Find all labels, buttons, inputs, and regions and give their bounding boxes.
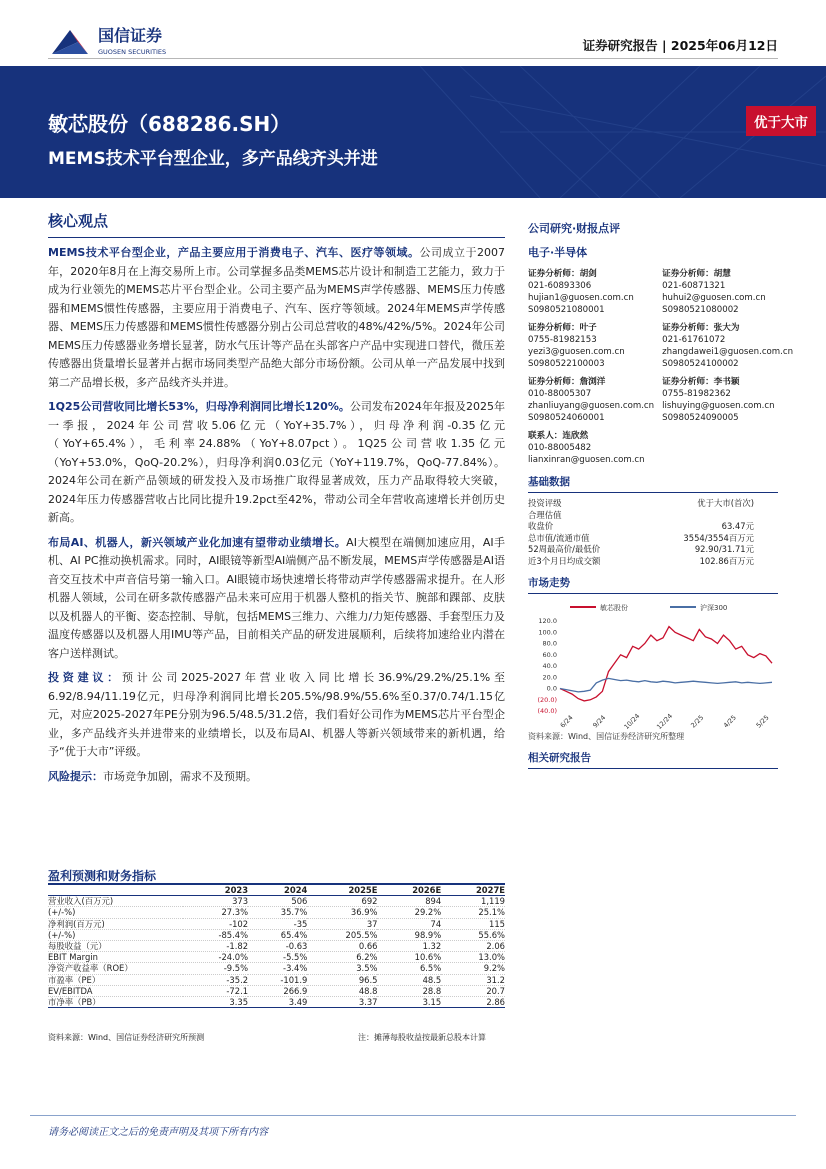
forecast-col-header: 2026E xyxy=(377,884,441,896)
forecast-cell: 27.3% xyxy=(183,907,248,918)
forecast-col-header xyxy=(48,884,183,896)
forecast-cell: 3.49 xyxy=(248,997,307,1008)
forecast-cell: 74 xyxy=(377,918,441,929)
forecast-cell: -0.63 xyxy=(248,941,307,952)
forecast-row-label: (+/-%) xyxy=(48,929,183,940)
forecast-source: 资料来源：Wind、国信证券经济研究所预测 xyxy=(48,1033,205,1042)
forecast-cell: 29.2% xyxy=(377,907,441,918)
basic-row: 投资评级 优于大市(首次) xyxy=(528,498,754,508)
forecast-cell: 48.8 xyxy=(307,985,377,996)
footer-divider xyxy=(30,1115,796,1116)
forecast-cell: 98.9% xyxy=(377,929,441,940)
forecast-cell: -24.0% xyxy=(183,952,248,963)
forecast-cell: 9.2% xyxy=(441,963,505,974)
forecast-cell: 6.5% xyxy=(377,963,441,974)
rating-badge: 优于大市 xyxy=(746,106,816,136)
report-type: 证券研究报告 xyxy=(582,38,658,53)
legend-label: 沪深300 xyxy=(700,604,728,612)
core-view-section xyxy=(48,210,505,792)
forecast-row-label: 营业收入(百万元) xyxy=(48,896,183,907)
core-paragraph-1: MEMS技术平台型企业，产品主要应用于消费电子、汽车、医疗等领域。公司成立于2007年，2020年8月在上海交易所上市。公司掌握多品类MEMS芯片设计和制造工艺能力，致力于成为行业领先的MEMS芯片平台型企业。公司主要产品为MEMS声学传感器、MEMS压力传感器和MEMS惯性传感器，主要应用于消费电子、汽车、医疗等领域。2024年MEMS声学传感器、MEMS压力传感器和MEMS惯性传感器分别占公司总营收的48%/42%/5%。2024年公司MEMS压力传感器业务增长显著，防水气压计等产品在头部客户产品中实现进口替代，微压差传感器出货量增长显著并占据市场同类型产品绝大部分市场份额。公司从单一产品发展中找到第二产品增长极，多产品线齐头并进。 xyxy=(48,246,506,389)
analyst-list xyxy=(528,268,794,424)
forecast-cell: -3.4% xyxy=(248,963,307,974)
forecast-cell: -1.82 xyxy=(183,941,248,952)
forecast-row xyxy=(48,941,505,952)
basic-data-heading: 基础数据 xyxy=(528,474,778,493)
header-separator: | xyxy=(661,38,671,53)
risk-warning: 风险提示：市场竞争加剧，需求不及预期。 xyxy=(48,769,257,783)
header-divider xyxy=(48,58,778,59)
forecast-cell: 266.9 xyxy=(248,985,307,996)
forecast-col-header: 2027E xyxy=(441,884,505,896)
forecast-col-header: 2025E xyxy=(307,884,377,896)
forecast-header-row xyxy=(48,884,505,896)
basic-row: 总市值/流通市值 3554/3554百万元 xyxy=(528,532,754,543)
y-tick-label: 0.0 xyxy=(546,684,557,693)
analyst-card: 证券分析师：李书颖 0755-81982362 lishuying@guosen.com.cn S0980524090005 xyxy=(662,377,775,423)
price-trend-chart xyxy=(528,599,778,729)
x-tick-label: 4/25 xyxy=(721,713,738,729)
y-tick-label: 20.0 xyxy=(542,673,557,682)
forecast-cell: -35 xyxy=(248,918,307,929)
basic-row: 合理估值 xyxy=(528,509,562,520)
forecast-cell: -85.4% xyxy=(183,929,248,940)
series-line xyxy=(560,627,772,701)
basic-row: 收盘价 63.47元 xyxy=(528,521,754,531)
forecast-row xyxy=(48,997,505,1008)
forecast-cell: 35.7% xyxy=(248,907,307,918)
forecast-cell: 3.15 xyxy=(377,997,441,1008)
y-tick-label: 40.0 xyxy=(542,662,557,670)
forecast-cell: 0.66 xyxy=(307,941,377,952)
forecast-cell: 96.5 xyxy=(307,974,377,985)
series-line xyxy=(560,678,772,692)
forecast-row-label: 每股收益（元） xyxy=(48,941,183,952)
svg-text:GUOSEN SECURITIES: GUOSEN SECURITIES xyxy=(98,48,167,56)
contact-card: 联系人：连欣然 010-88005482 lianxinran@guosen.com.cn xyxy=(528,431,645,465)
forecast-row xyxy=(48,952,505,963)
forecast-cell: 115 xyxy=(441,918,505,929)
forecast-cell: 894 xyxy=(377,896,441,907)
forecast-cell: 48.5 xyxy=(377,974,441,985)
analyst-card: 证券分析师：胡剑 021-60893306 hujian1@guosen.com.cn S0980521080001 xyxy=(528,269,634,315)
forecast-col-header: 2024 xyxy=(248,884,307,896)
x-tick-label: 6/24 xyxy=(558,713,575,729)
forecast-row-label: 净利润(百万元) xyxy=(48,918,183,929)
forecast-title: 盈利预测和财务指标 xyxy=(48,869,157,883)
forecast-cell: 3.35 xyxy=(183,997,248,1008)
forecast-row-label: EBIT Margin xyxy=(48,952,183,963)
market-trend-heading: 市场走势 xyxy=(528,575,778,594)
forecast-cell: 373 xyxy=(183,896,248,907)
forecast-row-label: EV/EBITDA xyxy=(48,985,183,996)
forecast-cell: 55.6% xyxy=(441,929,505,940)
svg-text:国信证券: 国信证券 xyxy=(98,26,163,45)
core-paragraph-2: 1Q25公司营收同比增长53%，归母净利润同比增长120%。公司发布2024年年报及2025年一季报，2024年公司营收5.06亿元（YoY+35.7%），归母净利润-0.35亿元（YoY+65.4%），毛利率24.88%（YoY+8.07pct）。1Q25公司营收1.35亿元（YoY+53.0%，QoQ-20.2%），归母净利润0.03亿元（YoY+119.7%，QoQ-77.84%）。2024年公司在新产品领域的研发投入及市场推广取得显著成效，压力产品取得较大突破，2024年压力传感器营收占比同比提升19.2pct至42%，带动公司全年营收高速增长并创历史新高。 xyxy=(48,400,505,524)
disclaimer-footer: 请务必阅读正文之后的免责声明及其项下所有内容 xyxy=(48,1127,268,1138)
forecast-cell: 36.9% xyxy=(307,907,377,918)
forecast-row xyxy=(48,929,505,940)
forecast-cell: 31.2 xyxy=(441,974,505,985)
forecast-cell: -101.9 xyxy=(248,974,307,985)
report-type-date xyxy=(583,36,778,54)
legend-label: 敏芯股份 xyxy=(600,604,628,612)
forecast-cell: 2.86 xyxy=(441,997,505,1008)
forecast-row-label: 市盈率（PE） xyxy=(48,974,183,985)
analyst-card: 证券分析师：詹浏洋 010-88005307 zhanliuyang@guosen.com.cn S0980524060001 xyxy=(528,377,655,423)
report-date: 2025年06月12日 xyxy=(670,38,778,53)
x-tick-label: 2/25 xyxy=(689,713,706,729)
y-tick-label: 80.0 xyxy=(542,639,557,648)
basic-row: 近3个月日均成交额 102.86百万元 xyxy=(528,555,754,566)
forecast-row xyxy=(48,907,505,918)
forecast-cell: 25.1% xyxy=(441,907,505,918)
forecast-cell: 1,119 xyxy=(441,896,505,907)
forecast-row-label: 净资产收益率（ROE） xyxy=(48,963,183,974)
forecast-cell: -9.5% xyxy=(183,963,248,974)
forecast-cell: 65.4% xyxy=(248,929,307,940)
forecast-cell: 1.32 xyxy=(377,941,441,952)
forecast-cell: 3.37 xyxy=(307,997,377,1008)
forecast-cell: 6.2% xyxy=(307,952,377,963)
forecast-cell: -35.2 xyxy=(183,974,248,985)
core-paragraph-3: 布局AI、机器人，新兴领域产业化加速有望带动业绩增长。AI大模型在端侧加速应用，AI手机、AI PC推动换机需求。同时，AI眼镜等新型AI端侧产品不断发展，MEMS声学传感器是AI语音交互技术中声音信号第一输入口。AI眼镜市场快速增长将带动声学传感器需求提升。在人形机器人领域，公司在研多款传感器产品未来可应用于机器人整机的指关节、腕部和踝部、皮肤以及机器人的平衡、姿态控制、导航，包括MEMS三维力、六维力/力矩传感器、手套型压力及温度传感器以及机器人用IMU等产品，目前相关产品的研发进展顺利，后续将加速给业内潜在客户送样测试。 xyxy=(48,535,505,660)
forecast-cell: -5.5% xyxy=(248,952,307,963)
y-tick-label: 100.0 xyxy=(538,628,557,637)
basic-data-table xyxy=(528,498,778,567)
y-tick-label: (20.0) xyxy=(537,695,557,704)
y-tick-label: 120.0 xyxy=(538,617,557,625)
forecast-row-label: (+/-%) xyxy=(48,907,183,918)
forecast-cell: 692 xyxy=(307,896,377,907)
forecast-row xyxy=(48,896,505,907)
forecast-cell: 37 xyxy=(307,918,377,929)
forecast-cell: 28.8 xyxy=(377,985,441,996)
sidebar xyxy=(528,220,794,774)
forecast-cell: -102 xyxy=(183,918,248,929)
forecast-cell: 3.5% xyxy=(307,963,377,974)
forecast-cell: 10.6% xyxy=(377,952,441,963)
report-category: 公司研究·财报点评 xyxy=(528,222,621,235)
core-view-heading: 核心观点 xyxy=(48,210,505,238)
forecast-row xyxy=(48,974,505,985)
forecast-cell: 205.5% xyxy=(307,929,377,940)
x-tick-label: 10/24 xyxy=(622,712,642,729)
company-title: 敏芯股份（688286.SH） xyxy=(48,112,291,136)
forecast-table xyxy=(48,883,505,1008)
forecast-note: 注：摊薄每股收益按最新总股本计算 xyxy=(358,1033,486,1042)
forecast-cell: 2.06 xyxy=(441,941,505,952)
forecast-row xyxy=(48,963,505,974)
analyst-card: 证券分析师：叶子 0755-81982153 yezi3@guosen.com.cn S0980522100003 xyxy=(528,323,625,369)
y-tick-label: (40.0) xyxy=(537,707,557,715)
chart-source: 资料来源：Wind、国信证券经济研究所整理 xyxy=(528,732,685,741)
x-tick-label: 9/24 xyxy=(591,713,608,729)
x-tick-label: 12/24 xyxy=(655,712,675,729)
forecast-cell: 20.7 xyxy=(441,985,505,996)
title-banner xyxy=(0,66,826,198)
investment-advice: 投资建议：预计公司2025-2027年营业收入同比增长36.9%/29.2%/25.1%至6.92/8.94/11.19亿元，归母净利润同比增长205.5%/98.9%/55.6%至0.37/0.74/1.15亿元，对应2025-2027年PE分别为96.5/48.5/31.2倍，我们看好公司作为MEMS芯片平台型企业，多产品线齐头并进带来的业绩增长，以及布局AI、机器人等新兴领域带来的新机遇，给予“优于大市”评级。 xyxy=(48,671,506,758)
analyst-card: 证券分析师：张大为 021-61761072 zhangdawei1@guosen.com.cn S0980524100002 xyxy=(662,323,794,369)
forecast-row-label: 市净率（PB） xyxy=(48,997,183,1008)
analyst-card: 证券分析师：胡慧 021-60871321 huhui2@guosen.com.cn S0980521080002 xyxy=(662,269,766,315)
forecast-row xyxy=(48,918,505,929)
forecast-row xyxy=(48,985,505,996)
forecast-col-header: 2023 xyxy=(183,884,248,896)
forecast-cell: -72.1 xyxy=(183,985,248,996)
industry-label: 电子·半导体 xyxy=(528,246,588,259)
x-tick-label: 5/25 xyxy=(754,713,771,729)
forecast-cell: 13.0% xyxy=(441,952,505,963)
forecast-cell: 506 xyxy=(248,896,307,907)
trend-chart-svg xyxy=(528,599,778,729)
basic-row: 52周最高价/最低价 92.90/31.71元 xyxy=(528,544,754,554)
y-tick-label: 60.0 xyxy=(542,650,557,659)
report-subtitle: MEMS技术平台型企业，多产品线齐头并进 xyxy=(48,149,378,169)
related-research-heading: 相关研究报告 xyxy=(528,750,778,769)
guosen-logo-icon xyxy=(48,24,208,60)
brand-logo xyxy=(48,24,208,60)
